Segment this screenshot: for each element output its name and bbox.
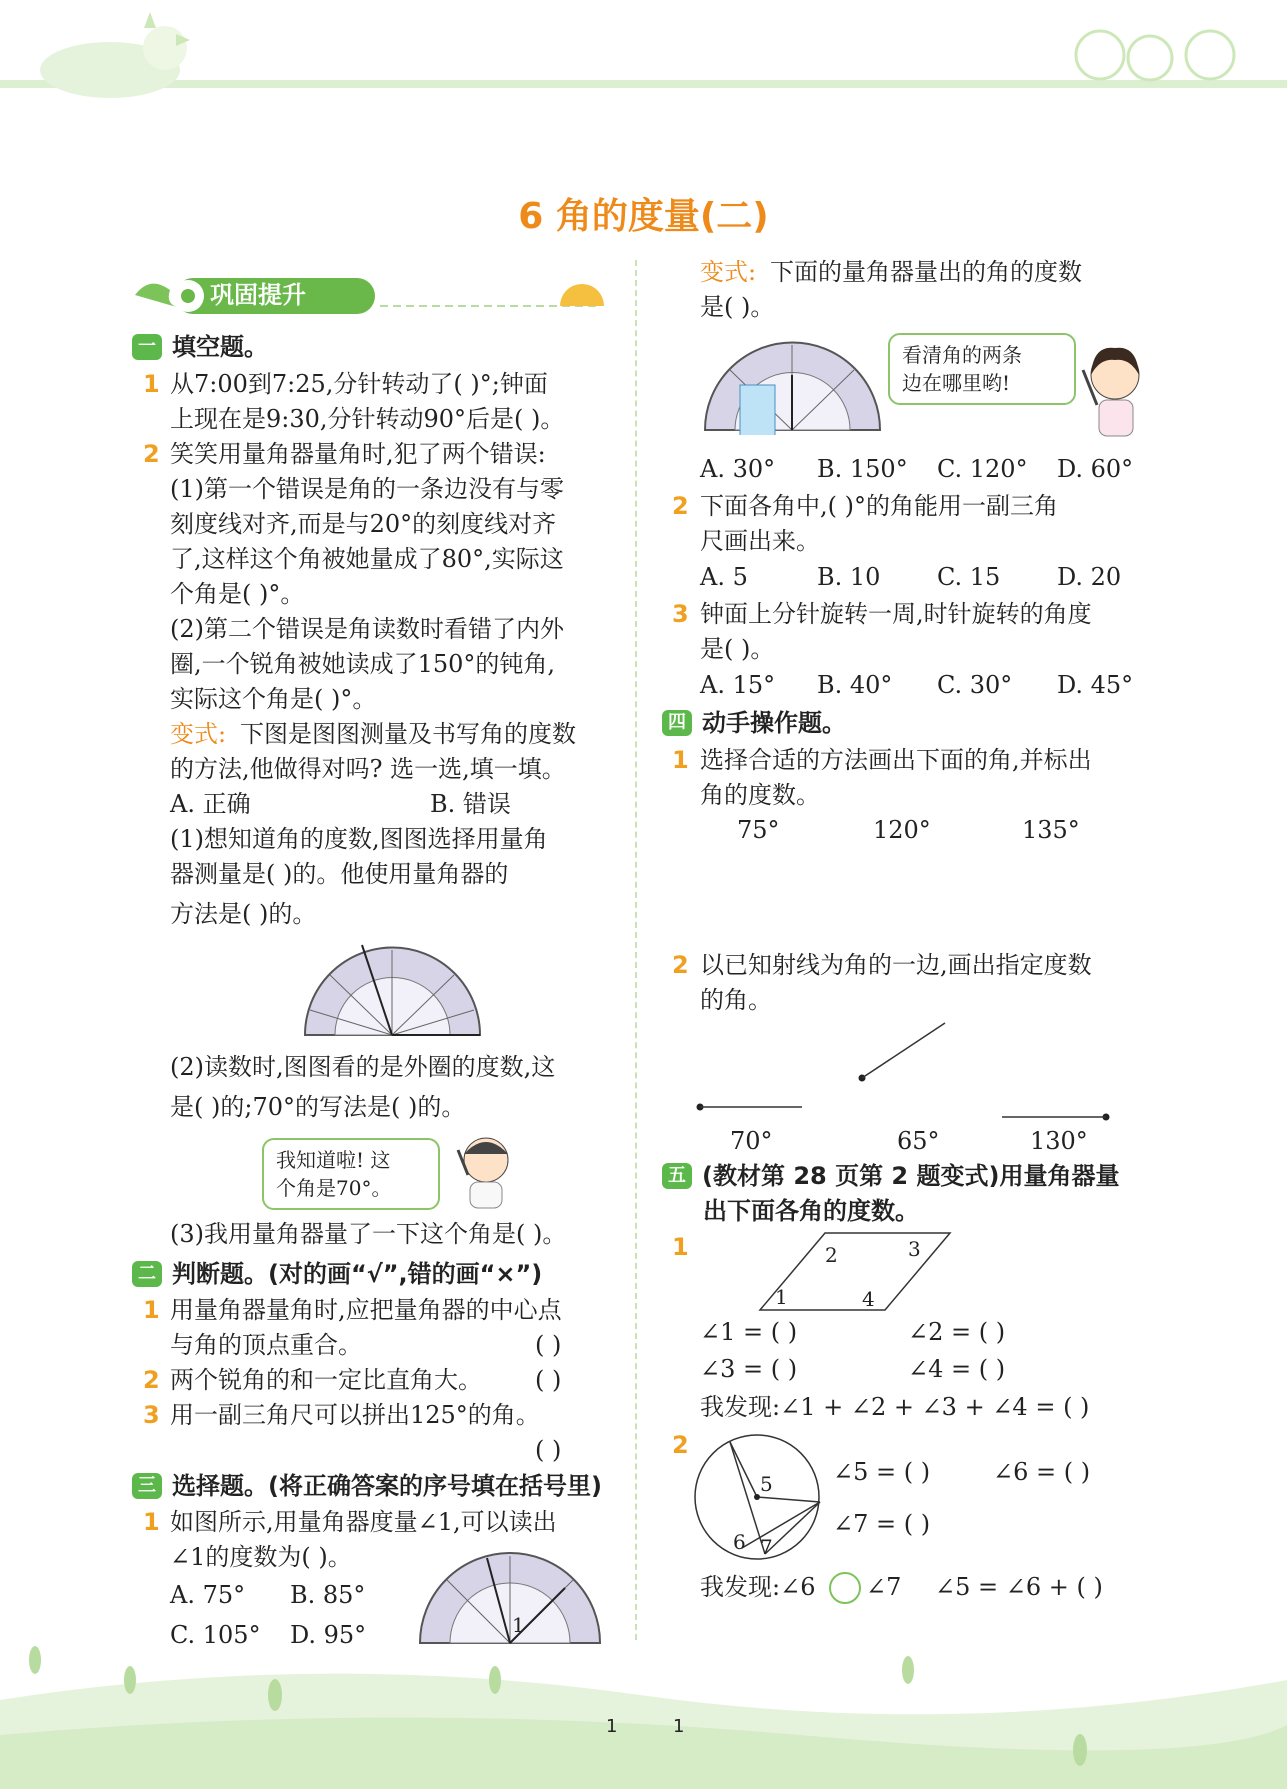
section-fill-blank <box>132 330 268 364</box>
question-text: 下图是图图测量及书写角的度数 <box>240 720 576 748</box>
option-d: D. 45° <box>1057 671 1134 699</box>
question-number: 3 <box>672 600 689 628</box>
answer-text: ∠5 = ( ) <box>833 1458 931 1486</box>
option-a: A. 30° <box>700 455 776 483</box>
angle-label: 3 <box>908 1237 921 1261</box>
section-badge: 二 <box>132 1261 162 1287</box>
compare-circle-blank[interactable] <box>829 1572 861 1604</box>
question-text: (2)第二个错误是角读数时看错了内外 <box>170 615 564 643</box>
section-label: 选择题。(将正确答案的序号填在括号里) <box>172 1472 602 1500</box>
question-text: 了,这样这个角被她量成了80°,实际这 <box>170 545 564 573</box>
question-text: 方法是( )的。 <box>170 900 317 928</box>
section-measure <box>662 1159 1119 1193</box>
question-text: 器测量是( )的。他使用量角器的 <box>170 860 509 888</box>
question-text: 以已知射线为角的一边,画出指定度数 <box>700 951 1092 979</box>
banner-title: 巩固提升 <box>210 281 306 309</box>
option-b: B. 150° <box>817 455 908 483</box>
question-text: (2)读数时,图图看的是外圈的度数,这 <box>170 1053 556 1081</box>
angle-label: 1 <box>512 1613 525 1637</box>
option-d: D. 20 <box>1057 563 1122 591</box>
given-rays-diagram <box>690 1015 1120 1125</box>
question-text: 个角是( )°。 <box>170 580 305 608</box>
question-number: 1 <box>143 1508 160 1536</box>
page-title: 6 角的度量(二) <box>518 196 769 237</box>
question-text: 圈,一个锐角被她读成了150°的钝角, <box>170 650 556 678</box>
finding-text: 我发现:∠1 + ∠2 + ∠3 + ∠4 = ( ) <box>700 1393 1090 1421</box>
option-b: B. 40° <box>817 671 893 699</box>
question-text: 如图所示,用量角器度量∠1,可以读出 <box>170 1508 557 1536</box>
section-label: 填空题。 <box>172 333 268 361</box>
question-number: 1 <box>143 370 160 398</box>
option-c: C. 30° <box>937 671 1013 699</box>
question-text: 用量角器量角时,应把量角器的中心点 <box>170 1296 562 1324</box>
question-text: 刻度线对齐,而是与20°的刻度线对齐 <box>170 510 557 538</box>
question-number: 2 <box>672 492 689 520</box>
page-number: 1 <box>606 1716 618 1737</box>
option-b: B. 10 <box>817 563 881 591</box>
question-text: (3)我用量角器量了一下这个角是( )。 <box>170 1220 567 1248</box>
protractor-diagram <box>300 940 485 1040</box>
answer-text: ∠4 = ( ) <box>908 1355 1006 1383</box>
section-label: 判断题。(对的画“√”,错的画“×”) <box>172 1260 543 1288</box>
question-text: 实际这个角是( )°。 <box>170 685 377 713</box>
answer-paren[interactable]: ( ) <box>535 1331 562 1359</box>
angle-label: 65° <box>897 1127 940 1155</box>
answer-paren[interactable]: ( ) <box>535 1366 562 1394</box>
section-hands-on <box>662 706 846 740</box>
option-c: C. 15 <box>937 563 1001 591</box>
question-text: 角的度数。 <box>700 781 820 809</box>
question-text: ∠1的度数为( )。 <box>170 1543 352 1571</box>
question-number: 2 <box>143 440 160 468</box>
question-text: 上现在是9:30,分针转动90°后是( )。 <box>170 405 565 433</box>
angle-label: 130° <box>1030 1127 1088 1155</box>
angle-label: 7 <box>760 1535 773 1559</box>
option-c: C. 105° <box>170 1621 261 1649</box>
section-badge: 三 <box>132 1473 162 1499</box>
question-number: 2 <box>143 1366 160 1394</box>
question-text: (1)想知道角的度数,图图选择用量角 <box>170 825 548 853</box>
section-label: 动手操作题。 <box>702 709 846 737</box>
bubble-text: 我知道啦! 这 <box>276 1148 391 1172</box>
angle-label: 120° <box>873 816 931 844</box>
question-text: 下面各角中,( )°的角能用一副三角 <box>700 492 1058 520</box>
angle-label: 70° <box>730 1127 773 1155</box>
question-text: 是( )。 <box>700 293 775 321</box>
page-number: 1 <box>673 1716 685 1737</box>
option-d: D. 95° <box>290 1621 367 1649</box>
question-text: 选择合适的方法画出下面的角,并标出 <box>700 746 1092 774</box>
finding-text: ∠7 <box>866 1573 902 1601</box>
question-text: 两个锐角的和一定比直角大。 <box>170 1366 482 1394</box>
option-b: B. 错误 <box>430 790 511 818</box>
question-text: 的角。 <box>700 986 772 1014</box>
section-badge: 四 <box>662 710 692 736</box>
answer-text: ∠6 = ( ) <box>993 1458 1091 1486</box>
option-a: A. 正确 <box>170 790 251 818</box>
section-label: (教材第 28 页第 2 题变式)用量角器量 <box>702 1162 1120 1190</box>
angle-label: 2 <box>825 1243 838 1267</box>
angle-label: 1 <box>775 1285 788 1309</box>
boy-character-illustration <box>448 1130 518 1210</box>
question-number: 1 <box>672 1233 689 1261</box>
angle-label: 75° <box>737 816 780 844</box>
footer-decoration <box>0 1640 1287 1789</box>
section-multiple-choice <box>132 1469 602 1503</box>
question-text: 的方法,他做得对吗? 选一选,填一填。 <box>170 755 566 783</box>
question-number: 1 <box>143 1296 160 1324</box>
answer-text: ∠2 = ( ) <box>908 1318 1006 1346</box>
bubble-text: 个角是70°。 <box>276 1176 392 1200</box>
question-number: 2 <box>672 951 689 979</box>
answer-text: ∠7 = ( ) <box>833 1510 931 1538</box>
question-text: 是( )。 <box>700 635 775 663</box>
protractor-variant-diagram <box>700 335 885 435</box>
question-text: 是( )的;70°的写法是( )的。 <box>170 1093 466 1121</box>
option-d: D. 60° <box>1057 455 1134 483</box>
option-c: C. 120° <box>937 455 1028 483</box>
question-text: 用一副三角尺可以拼出125°的角。 <box>170 1401 540 1429</box>
section-badge: 五 <box>662 1163 692 1189</box>
section-banner <box>130 270 620 320</box>
header-decoration <box>0 0 1287 120</box>
question-text: 尺画出来。 <box>700 527 820 555</box>
angle-label: 4 <box>862 1287 875 1311</box>
section-true-false <box>132 1257 542 1291</box>
bubble-text: 看清角的两条 <box>902 343 1022 367</box>
question-text: 下面的量角器量出的角的度数 <box>770 258 1082 286</box>
bubble-text: 边在哪里哟! <box>902 371 1011 395</box>
answer-text: ∠1 = ( ) <box>700 1318 798 1346</box>
speech-bubble <box>262 1138 440 1210</box>
question-text: 笑笑用量角器量角时,犯了两个错误: <box>170 440 546 468</box>
finding-text: ∠5 = ∠6 + ( ) <box>935 1573 1103 1601</box>
answer-paren[interactable]: ( ) <box>535 1436 562 1464</box>
section-label: 出下面各角的度数。 <box>703 1197 919 1225</box>
protractor-angle1-diagram <box>415 1548 605 1648</box>
question-text: 与角的顶点重合。 <box>170 1331 362 1359</box>
finding-text: 我发现:∠6 <box>700 1573 816 1601</box>
angle-label: 135° <box>1022 816 1080 844</box>
speech-bubble <box>888 333 1076 405</box>
option-a: A. 5 <box>700 563 748 591</box>
variant-label: 变式: <box>170 720 227 748</box>
circle-angles-diagram <box>690 1430 825 1565</box>
column-divider <box>635 260 637 1640</box>
option-b: B. 85° <box>290 1581 366 1609</box>
variant-label: 变式: <box>700 258 757 286</box>
option-a: A. 75° <box>170 1581 246 1609</box>
question-number: 1 <box>672 746 689 774</box>
question-text: 钟面上分针旋转一周,时针旋转的角度 <box>700 600 1092 628</box>
question-text: 从7:00到7:25,分针转动了( )°;钟面 <box>170 370 548 398</box>
banner-graphic <box>130 270 620 320</box>
angle-label: 6 <box>733 1530 746 1554</box>
question-text: (1)第一个错误是角的一条边没有与零 <box>170 475 564 503</box>
option-a: A. 15° <box>700 671 776 699</box>
answer-text: ∠3 = ( ) <box>700 1355 798 1383</box>
question-number: 2 <box>672 1431 689 1459</box>
angle-label: 5 <box>760 1472 773 1496</box>
girl-character-illustration <box>1075 340 1150 440</box>
section-badge: 一 <box>132 334 162 360</box>
question-number: 3 <box>143 1401 160 1429</box>
